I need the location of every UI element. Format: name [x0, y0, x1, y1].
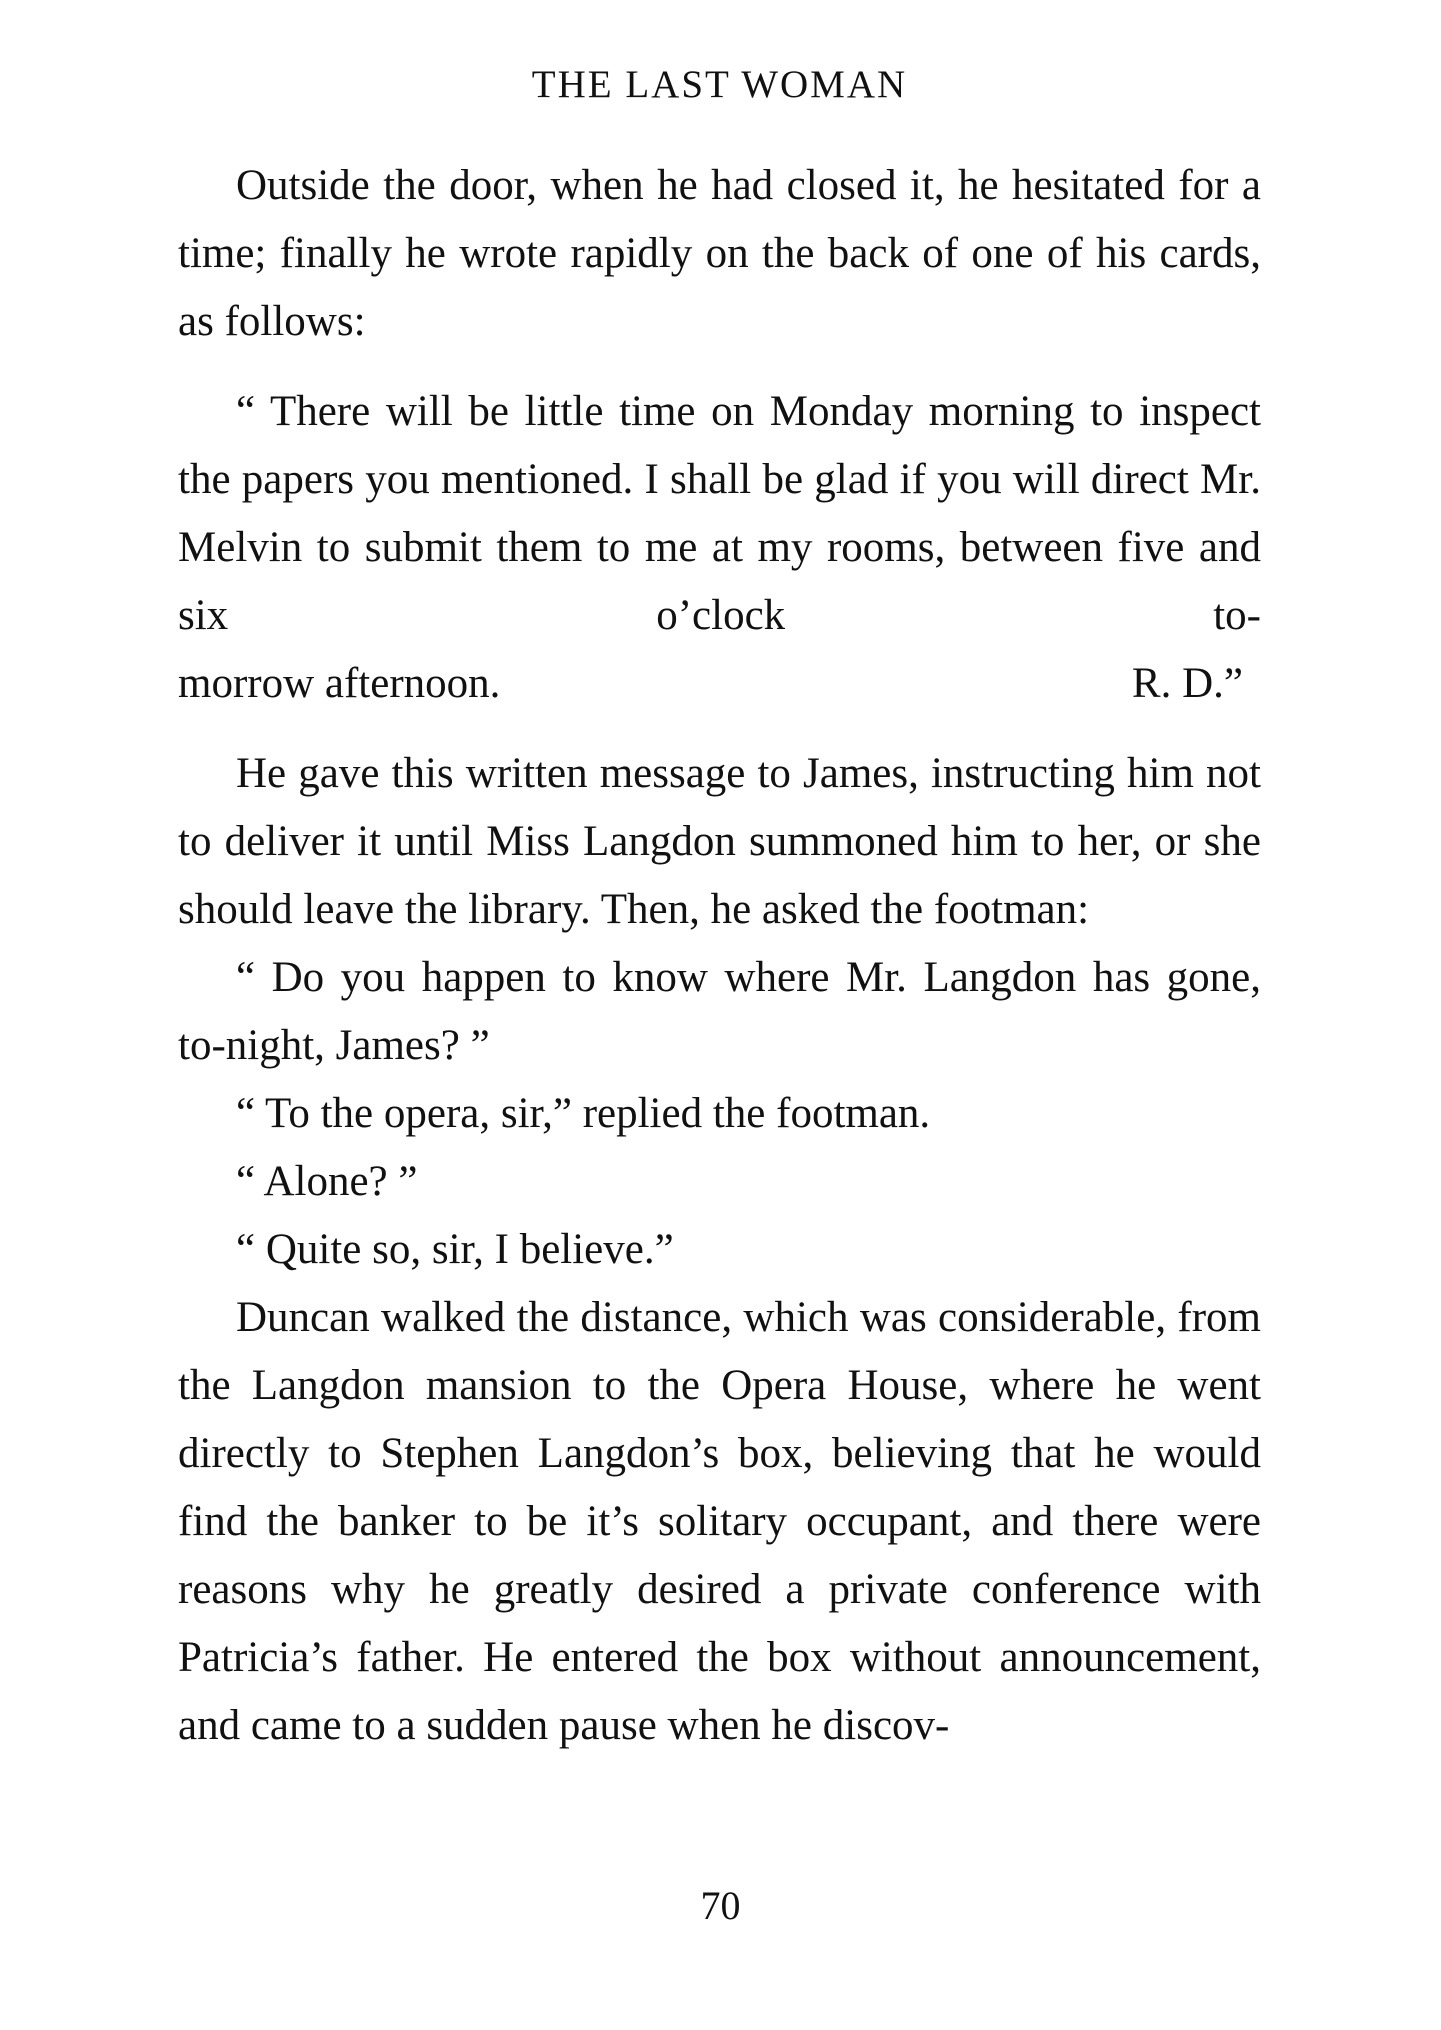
paragraph-outside-door: Outside the door, when he had closed it, he hesitated for a time; finally he wrote rapidly on the back of one of his cards, as follows:	[178, 162, 1261, 345]
page-number: 70	[700, 1883, 741, 1928]
dialogue-line-question: “ Do you happen to know where Mr. Langdon has gone, to-night, James? ”	[178, 954, 1261, 1069]
dialogue-line-opera: “ To the opera, sir,” replied the footman.	[236, 1090, 931, 1137]
running-head: THE LAST WOMAN	[531, 63, 908, 106]
quoted-note	[178, 378, 1261, 718]
note-signature: R. D.”	[1131, 660, 1243, 707]
paragraph-written-message: He gave this written message to James, instructing him not to deliver it until Miss Langdon summoned him to her, or she should leave the library. Then, he asked the footman:	[178, 750, 1261, 933]
paragraph-note-body: “ There will be little time on Monday morning to inspect the papers you mentioned. I shall be glad if you will direct Mr. Melvin to submit them to me at my rooms, between five and six o’clock to-	[178, 388, 1261, 639]
body-text	[178, 152, 1261, 1760]
dialogue-line-quite-so: “ Quite so, sir, I believe.”	[236, 1226, 674, 1273]
dialogue-line-alone: “ Alone? ”	[236, 1158, 418, 1205]
note-closing-text: morrow afternoon.	[178, 660, 501, 707]
note-closing-line	[178, 650, 1261, 718]
paragraph-duncan-walked: Duncan walked the distance, which was considerable, from the Langdon mansion to the Opera House, where he went directly to Stephen Langdon’s box, believing that he would find the banker to be it’s solitary occupant, and there were reasons why he greatly desired a private conference with Patricia’s father. He entered the box without announcement, and came to a sudden pause when he discov-	[178, 1294, 1261, 1749]
